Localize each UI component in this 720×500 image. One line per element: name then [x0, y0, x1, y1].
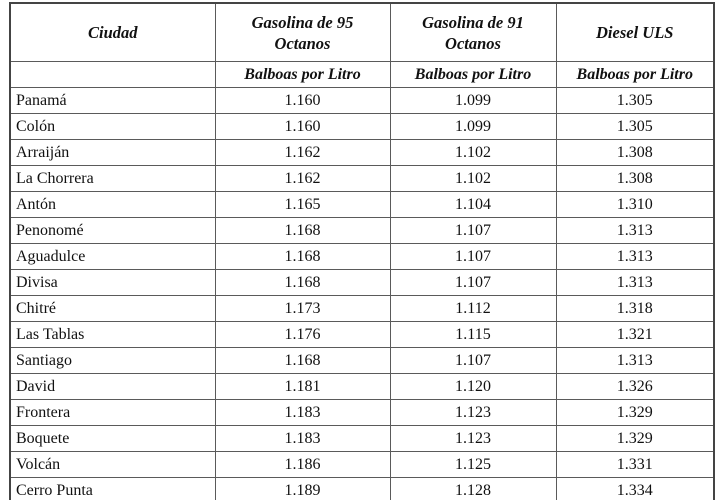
cell-city: David	[10, 374, 215, 400]
fuel-price-table	[9, 2, 715, 500]
cell-city: Aguadulce	[10, 244, 215, 270]
cell-city: Penonomé	[10, 218, 215, 244]
cell-gas95: 1.173	[215, 296, 390, 322]
cell-gas91: 1.102	[390, 166, 556, 192]
cell-diesel: 1.329	[556, 400, 714, 426]
cell-gas95: 1.183	[215, 400, 390, 426]
table-row	[10, 140, 714, 166]
cell-gas91: 1.099	[390, 88, 556, 114]
cell-gas91: 1.102	[390, 140, 556, 166]
table-row	[10, 426, 714, 452]
cell-city: Las Tablas	[10, 322, 215, 348]
table-row	[10, 88, 714, 114]
header-city: Ciudad	[10, 3, 215, 62]
cell-diesel: 1.308	[556, 166, 714, 192]
cell-gas91: 1.107	[390, 244, 556, 270]
cell-gas95: 1.181	[215, 374, 390, 400]
cell-diesel: 1.334	[556, 478, 714, 500]
cell-gas95: 1.168	[215, 348, 390, 374]
cell-diesel: 1.313	[556, 348, 714, 374]
units-gas95: Balboas por Litro	[215, 62, 390, 88]
units-city	[10, 62, 215, 88]
table-row	[10, 166, 714, 192]
cell-gas95: 1.165	[215, 192, 390, 218]
header-gas95-line2: Octanos	[274, 33, 331, 53]
cell-diesel: 1.321	[556, 322, 714, 348]
cell-diesel: 1.318	[556, 296, 714, 322]
table-row	[10, 348, 714, 374]
cell-gas95: 1.189	[215, 478, 390, 500]
table-row	[10, 218, 714, 244]
cell-gas91: 1.120	[390, 374, 556, 400]
cell-gas91: 1.107	[390, 348, 556, 374]
cell-gas91: 1.123	[390, 426, 556, 452]
cell-gas95: 1.162	[215, 166, 390, 192]
cell-diesel: 1.308	[556, 140, 714, 166]
cell-gas95: 1.160	[215, 88, 390, 114]
table-row	[10, 244, 714, 270]
cell-diesel: 1.305	[556, 88, 714, 114]
units-diesel: Balboas por Litro	[556, 62, 714, 88]
cell-city: Santiago	[10, 348, 215, 374]
cell-city: Antón	[10, 192, 215, 218]
cell-gas91: 1.112	[390, 296, 556, 322]
table-row	[10, 114, 714, 140]
cell-gas91: 1.128	[390, 478, 556, 500]
cell-gas95: 1.186	[215, 452, 390, 478]
units-gas91: Balboas por Litro	[390, 62, 556, 88]
cell-city: La Chorrera	[10, 166, 215, 192]
cell-diesel: 1.313	[556, 270, 714, 296]
cell-gas91: 1.115	[390, 322, 556, 348]
cell-diesel: 1.313	[556, 244, 714, 270]
table-row	[10, 270, 714, 296]
table-row	[10, 478, 714, 500]
cell-gas95: 1.162	[215, 140, 390, 166]
cell-gas91: 1.107	[390, 270, 556, 296]
cell-diesel: 1.331	[556, 452, 714, 478]
cell-gas95: 1.168	[215, 218, 390, 244]
header-gas95-line1: Gasolina de 95	[251, 12, 354, 32]
cell-gas95: 1.183	[215, 426, 390, 452]
cell-city: Frontera	[10, 400, 215, 426]
table-row	[10, 452, 714, 478]
cell-diesel: 1.329	[556, 426, 714, 452]
header-diesel: Diesel ULS	[556, 3, 714, 62]
cell-city: Cerro Punta	[10, 478, 215, 500]
table-row	[10, 400, 714, 426]
units-row	[10, 62, 714, 88]
cell-city: Panamá	[10, 88, 215, 114]
table-row	[10, 322, 714, 348]
header-gas95	[215, 3, 390, 62]
cell-gas95: 1.168	[215, 244, 390, 270]
cell-diesel: 1.310	[556, 192, 714, 218]
cell-gas95: 1.168	[215, 270, 390, 296]
header-gas91-line2: Octanos	[445, 33, 501, 53]
table-row	[10, 296, 714, 322]
cell-gas95: 1.176	[215, 322, 390, 348]
cell-gas95: 1.160	[215, 114, 390, 140]
cell-gas91: 1.125	[390, 452, 556, 478]
header-gas91	[390, 3, 556, 62]
cell-gas91: 1.107	[390, 218, 556, 244]
cell-city: Arraiján	[10, 140, 215, 166]
cell-city: Boquete	[10, 426, 215, 452]
cell-diesel: 1.326	[556, 374, 714, 400]
cell-gas91: 1.123	[390, 400, 556, 426]
cell-diesel: 1.313	[556, 218, 714, 244]
header-row	[10, 3, 714, 62]
cell-city: Volcán	[10, 452, 215, 478]
header-gas91-line1: Gasolina de 91	[422, 12, 524, 32]
cell-city: Colón	[10, 114, 215, 140]
cell-city: Divisa	[10, 270, 215, 296]
cell-gas91: 1.099	[390, 114, 556, 140]
table-body	[10, 88, 714, 500]
cell-diesel: 1.305	[556, 114, 714, 140]
cell-city: Chitré	[10, 296, 215, 322]
cell-gas91: 1.104	[390, 192, 556, 218]
table-row	[10, 374, 714, 400]
table-row	[10, 192, 714, 218]
